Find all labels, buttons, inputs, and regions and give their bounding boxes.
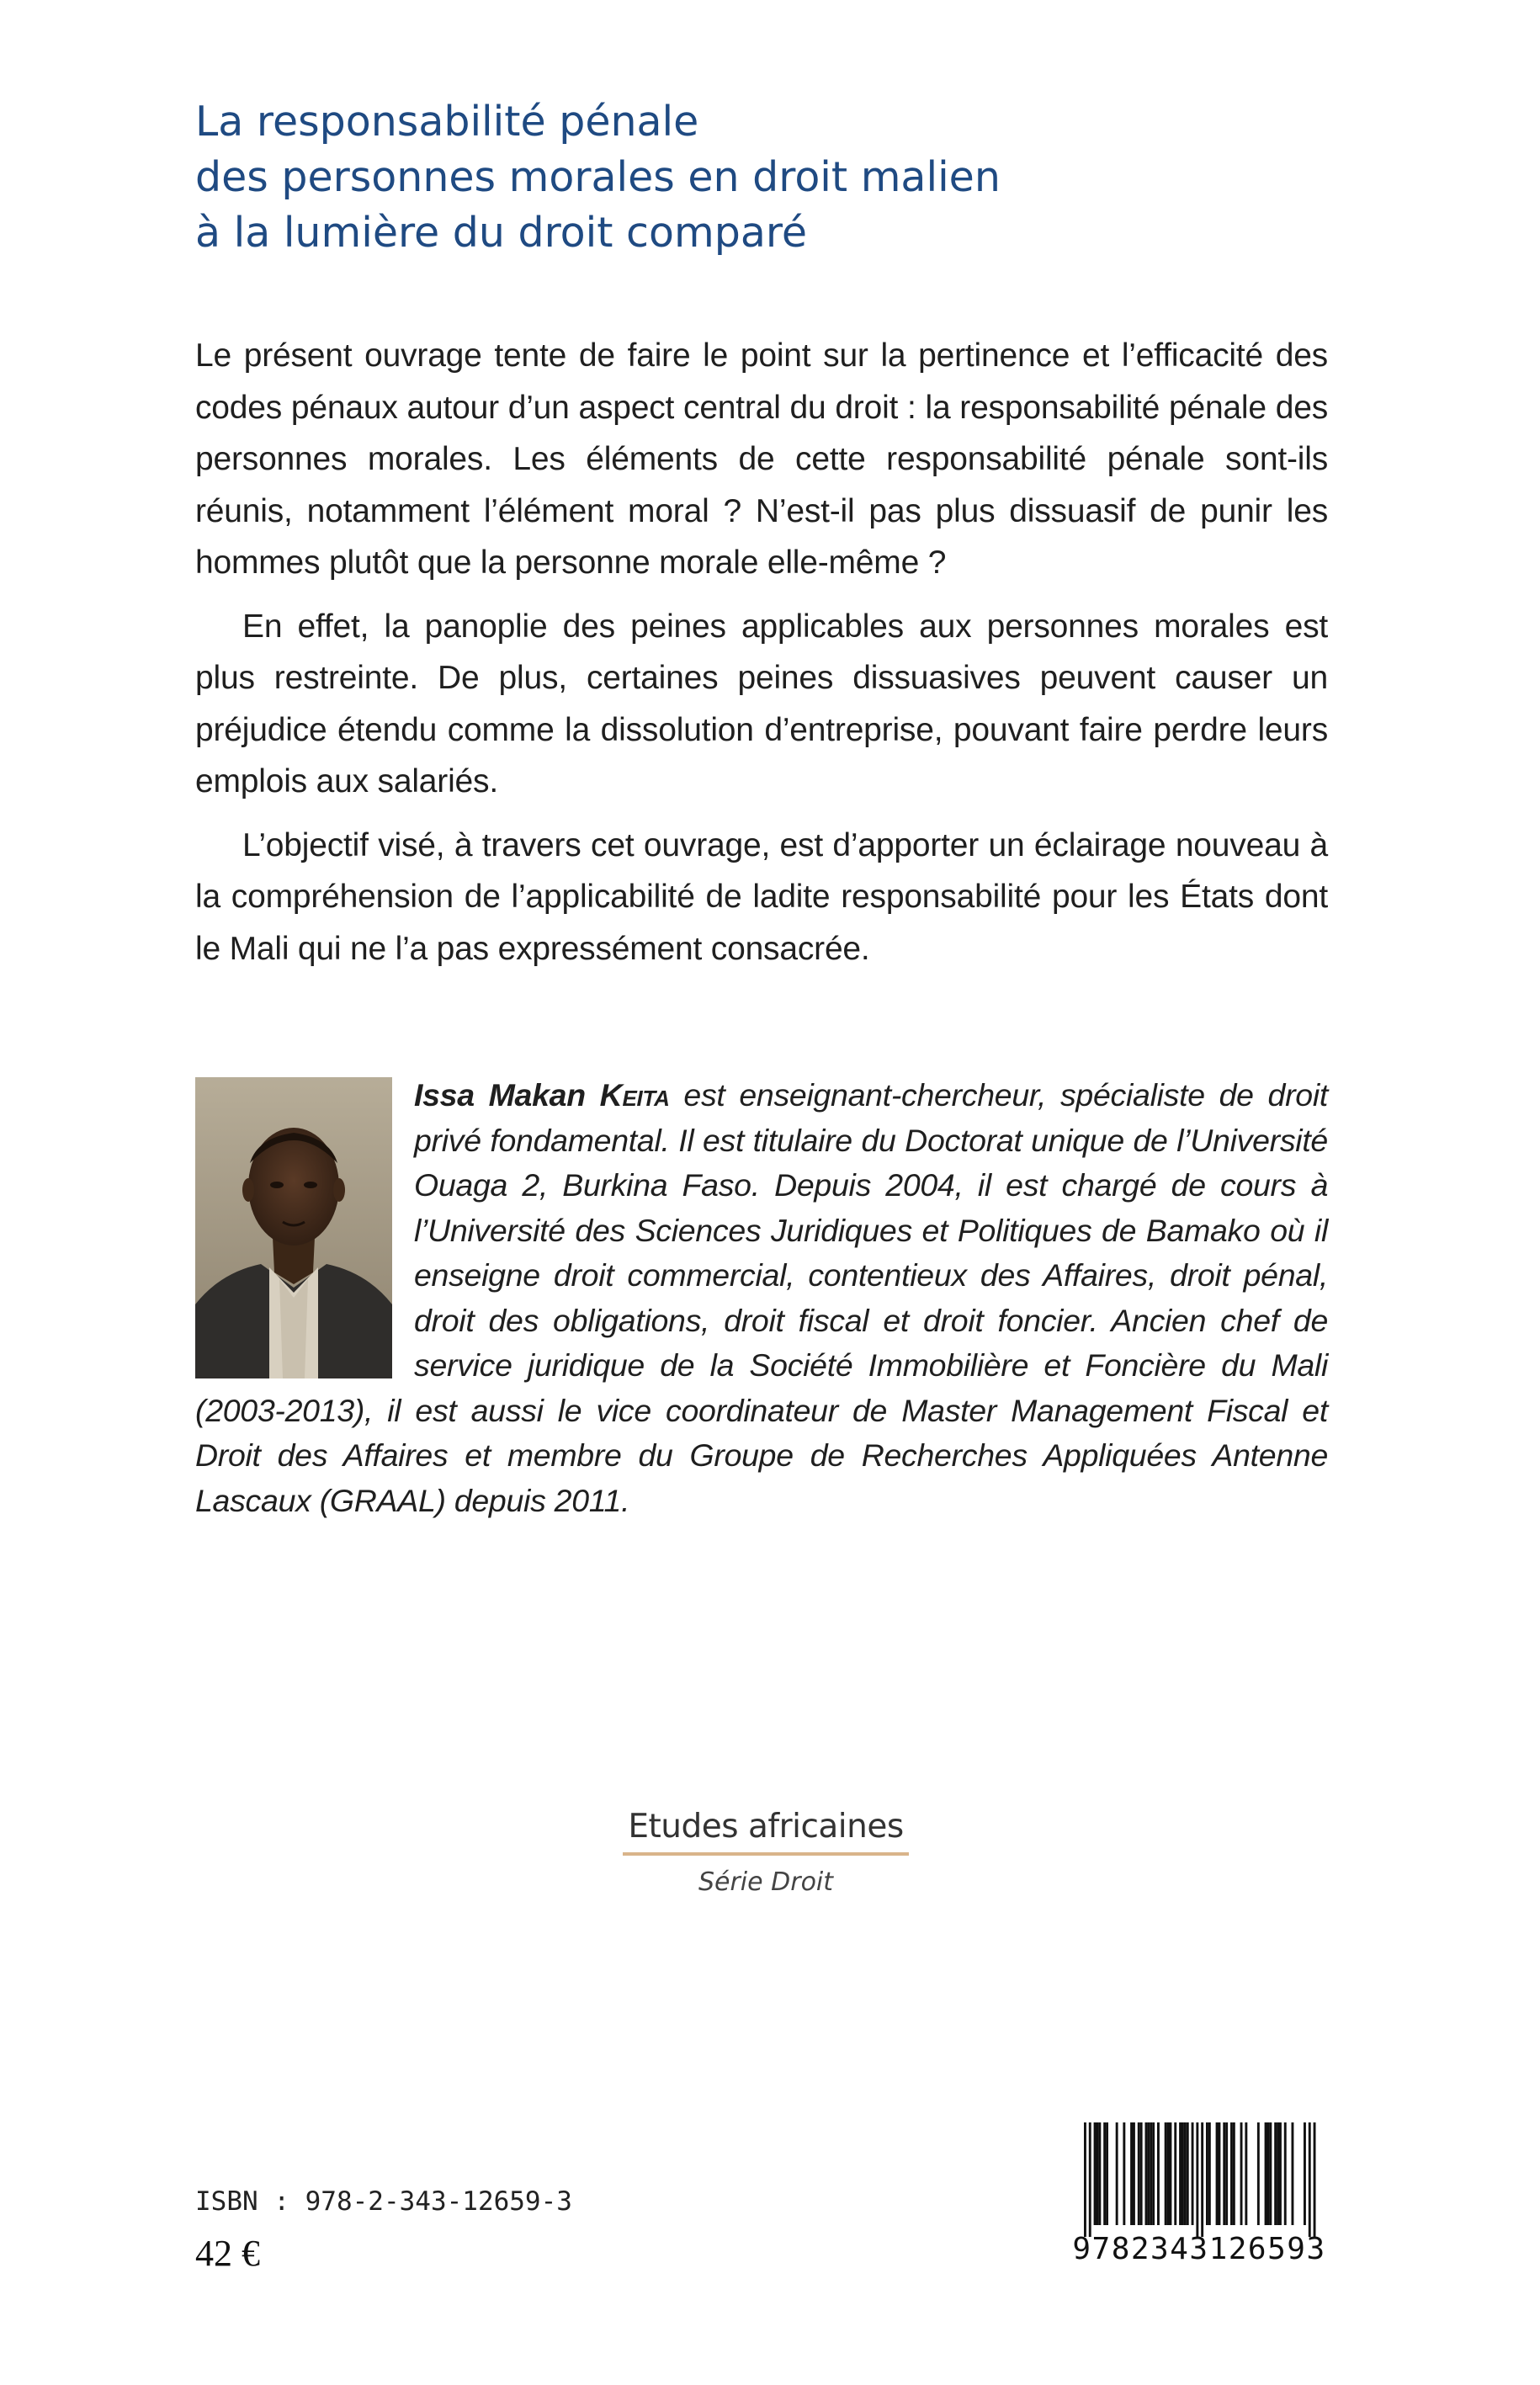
price: 42 €	[195, 2233, 260, 2274]
barcode-bar	[1106, 2122, 1108, 2225]
barcode-bar	[1230, 2122, 1233, 2225]
barcode-bar	[1084, 2122, 1086, 2237]
barcode-bar	[1208, 2122, 1211, 2225]
barcode-bar	[1167, 2122, 1170, 2225]
series-block	[623, 1808, 909, 1897]
barcode-bar	[1216, 2122, 1219, 2225]
barcode-bar	[1187, 2122, 1189, 2225]
barcode-bar	[1182, 2122, 1184, 2225]
barcode-bar	[1245, 2122, 1247, 2225]
barcode-bar	[1103, 2122, 1106, 2225]
barcode-bar	[1274, 2122, 1277, 2225]
barcode-bar	[1138, 2122, 1140, 2225]
author-biography	[195, 1073, 1328, 1523]
barcode-bar	[1240, 2122, 1243, 2225]
barcode-bar	[1279, 2122, 1282, 2225]
summary-paragraph-2: En effet, la panoplie des peines applicables aux personnes morales est plus restreinte. De plus, certaines peines dissuasives peuvent causer un préjudice étendu comme la dissolution d’entreprise, pouvant faire perdre leurs emplois aux salariés.	[195, 608, 1328, 799]
barcode-bar	[1309, 2122, 1311, 2237]
barcode-number: 9782343126593	[1072, 2232, 1326, 2266]
barcode-bar	[1269, 2122, 1272, 2225]
barcode-bar	[1225, 2122, 1228, 2225]
barcode-bar	[1123, 2122, 1125, 2225]
barcode-bar	[1277, 2122, 1279, 2225]
barcode-bar	[1179, 2122, 1182, 2225]
barcode-bar	[1147, 2122, 1150, 2225]
barcode-bar	[1157, 2122, 1160, 2225]
collection-name: Etudes africaines	[628, 1808, 904, 1846]
barcode-bar	[1206, 2122, 1208, 2225]
barcode-bar	[1292, 2122, 1294, 2225]
barcode-bar	[1233, 2122, 1235, 2225]
barcode-bar	[1314, 2122, 1316, 2237]
barcode-bar	[1219, 2122, 1221, 2225]
barcode-bar	[1201, 2122, 1203, 2237]
barcode-bar	[1184, 2122, 1187, 2225]
barcode-bar	[1150, 2122, 1152, 2225]
subseries-name: Série Droit	[698, 1867, 834, 1897]
author-first-names: Issa Makan	[414, 1077, 600, 1113]
barcode-bar	[1223, 2122, 1225, 2225]
barcode-bar	[1094, 2122, 1097, 2225]
barcode-bar	[1097, 2122, 1099, 2225]
barcode-bar	[1174, 2122, 1176, 2225]
author-bio-text: est enseignant-chercheur, spécialiste de droit privé fondamental. Il est titulaire du Doctorat unique de l’Université Ouaga 2, Burkina Faso. Depuis 2004, il est chargé de cours à l’Université des Sciences Juridiques et Politiques de Bamako où il enseigne droit commercial, contentieux des Affaires, droit pénal, droit des obligations, droit fiscal et droit foncier. Ancien chef de service juridique de la Société Immobilière et Foncière du Mali (2003-2013), il est aussi le vice coordinateur de Master Management Fiscal et Droit des Affaires et membre du Groupe de Recherches Appliquées Antenne Lascaux (GRAAL) depuis 2011.	[195, 1077, 1328, 1518]
barcode-bar	[1192, 2122, 1194, 2225]
barcode-bar	[1257, 2122, 1260, 2225]
barcode-bar	[1116, 2122, 1118, 2225]
isbn: ISBN : 978-2-343-12659-3	[195, 2186, 572, 2217]
book-title	[195, 94, 1415, 261]
barcode-bar	[1089, 2122, 1091, 2237]
barcode-bar	[1170, 2122, 1172, 2225]
title-line-2: des personnes morales en droit malien	[195, 153, 1001, 201]
author-surname: Keita	[599, 1077, 670, 1113]
barcode-bar	[1304, 2122, 1306, 2225]
barcode-bar	[1130, 2122, 1133, 2225]
title-line-1: La responsabilité pénale	[195, 98, 699, 146]
barcode-bar	[1165, 2122, 1167, 2225]
barcode-bar	[1140, 2122, 1143, 2225]
summary-paragraph-3: L’objectif visé, à travers cet ouvrage, est d’apporter un éclairage nouveau à la compréhension de l’applicabilité de ladite responsabilité pour les États dont le Mali qui ne l’a pas expressément consacrée.	[195, 826, 1328, 967]
barcode-bar	[1133, 2122, 1135, 2225]
barcode-bar	[1098, 2122, 1101, 2225]
series-divider	[623, 1852, 909, 1856]
barcode-bar	[1284, 2122, 1287, 2225]
book-summary	[195, 330, 1328, 986]
title-line-3: à la lumière du droit comparé	[195, 209, 808, 257]
barcode-bar	[1265, 2122, 1267, 2225]
barcode-bar	[1145, 2122, 1148, 2225]
barcode-bar	[1267, 2122, 1270, 2225]
barcode-bar	[1152, 2122, 1155, 2225]
summary-paragraph-1: Le présent ouvrage tente de faire le point sur la pertinence et l’efficacité des codes pénaux autour d’un aspect central du droit : la responsabilité pénale des personnes morales. Les éléments de cette responsabilité pénale sont-ils réunis, notamment l’élément moral ? N’est-il pas plus dissuasif de punir les hommes plutôt que la personne morale elle-même ?	[195, 337, 1328, 581]
barcode-bar	[1196, 2122, 1198, 2237]
